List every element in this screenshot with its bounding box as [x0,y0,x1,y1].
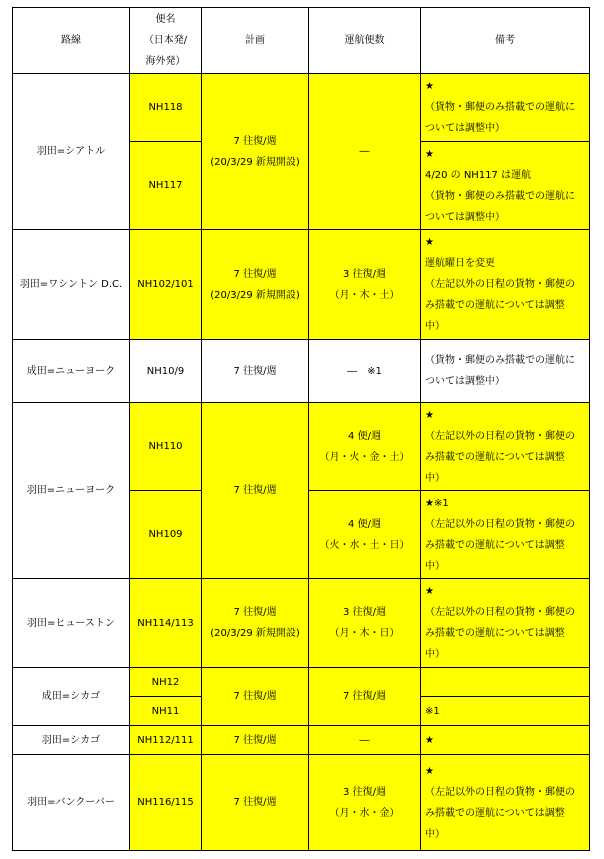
remarks-cell: ★ （左記以外の日程の貨物・郵便の み搭載での運航については調整 中） [421,579,590,668]
table-row [13,726,590,755]
header-plan: 計画 [202,8,309,74]
remarks-cell [421,668,590,697]
header-route: 路線 [13,8,130,74]
flight-cell: NH109 [130,491,202,579]
table-row [13,340,590,403]
operated-cell: 3 往復/週 （月・木・日） [309,579,421,668]
operated-cell: 7 往復/週 [309,668,421,726]
remarks-cell: ★ 運航曜日を変更 （左記以外の日程の貨物・郵便の み搭載での運航については調整 中） [421,230,590,340]
flight-cell: NH11 [130,697,202,726]
flight-cell: NH112/111 [130,726,202,755]
route-cell: 羽田=ヒューストン [13,579,130,668]
route-cell: 羽田=ニューヨーク [13,403,130,579]
header-row [13,8,590,74]
table-row [13,74,590,142]
header-remarks: 備考 [421,8,590,74]
table-row [13,668,590,697]
remarks-cell: ★ （貨物・郵便のみ搭載での運航に ついては調整中） [421,74,590,142]
flight-cell: NH110 [130,403,202,491]
table-row [13,579,590,668]
header-operated: 運航便数 [309,8,421,74]
operated-cell: 4 便/週 （火・水・土・日） [309,491,421,579]
flight-cell: NH118 [130,74,202,142]
remarks-cell: ★ [421,726,590,755]
flight-cell: NH114/113 [130,579,202,668]
operated-cell: ― [309,726,421,755]
plan-cell: 7 往復/週 (20/3/29 新規開設) [202,74,309,230]
flight-cell: NH116/115 [130,755,202,851]
route-cell: 羽田=シカゴ [13,726,130,755]
plan-cell: 7 往復/週 (20/3/29 新規開設) [202,579,309,668]
remarks-cell: ★ 4/20 の NH117 は運航 （貨物・郵便のみ搭載での運航に ついては調整中） [421,142,590,230]
route-cell: 成田=ニューヨーク [13,340,130,403]
table-row [13,755,590,851]
plan-cell: 7 往復/週 [202,755,309,851]
operated-cell: 3 往復/週 （月・水・金） [309,755,421,851]
operated-cell: ― ※1 [309,340,421,403]
remarks-cell: ※1 [421,697,590,726]
flight-cell: NH10/9 [130,340,202,403]
route-cell: 羽田=シアトル [13,74,130,230]
route-cell: 羽田=ワシントン D.C. [13,230,130,340]
remarks-cell: ★※1 （左記以外の日程の貨物・郵便の み搭載での運航については調整 中） [421,491,590,579]
plan-cell: 7 往復/週 [202,403,309,579]
flight-cell: NH102/101 [130,230,202,340]
remarks-cell: ★ （左記以外の日程の貨物・郵便の み搭載での運航については調整 中） [421,755,590,851]
flight-cell: NH12 [130,668,202,697]
flight-schedule-table [12,7,590,851]
table-row [13,403,590,491]
operated-cell: 3 往復/週 （月・木・土） [309,230,421,340]
plan-cell: 7 往復/週 [202,726,309,755]
remarks-cell: （貨物・郵便のみ搭載での運航に ついては調整中） [421,340,590,403]
operated-cell: 4 便/週 （月・火・金・土） [309,403,421,491]
plan-cell: 7 往復/週 (20/3/29 新規開設) [202,230,309,340]
flight-cell: NH117 [130,142,202,230]
remarks-cell: ★ （左記以外の日程の貨物・郵便の み搭載での運航については調整 中） [421,403,590,491]
route-cell: 成田=シカゴ [13,668,130,726]
route-cell: 羽田=バンクーバー [13,755,130,851]
header-flight: 便名 （日本発/ 海外発） [130,8,202,74]
plan-cell: 7 往復/週 [202,668,309,726]
operated-cell: ― [309,74,421,230]
table-row [13,230,590,340]
plan-cell: 7 往復/週 [202,340,309,403]
